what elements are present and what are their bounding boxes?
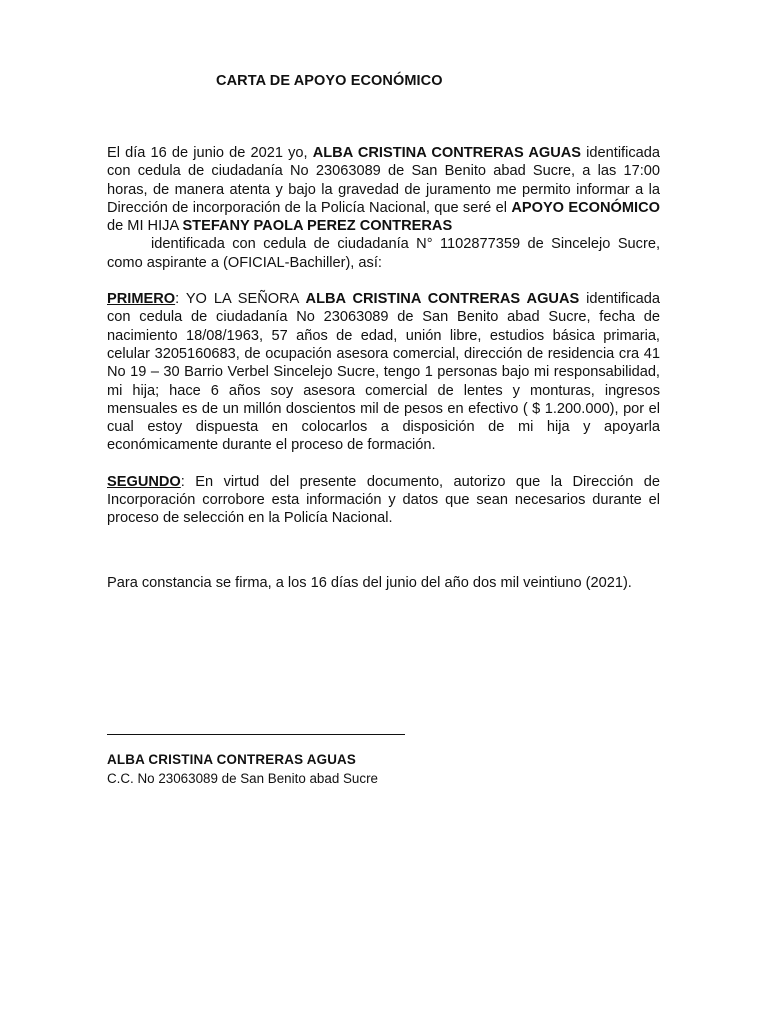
letter-body [107,144,660,528]
intro-text-3: de MI HIJA [107,218,183,235]
intro-apoyo-label: APOYO ECONÓMICO [511,199,660,216]
signature-id-line: C.C. No 23063089 de San Benito abad Sucre [107,771,378,786]
closing-statement: Para constancia se firma, a los 16 días del junio del año dos mil veintiuno (2021). [107,575,632,591]
primero-text-1: : YO LA SEÑORA [175,291,306,308]
intro-paragraph [107,144,660,272]
document-title: CARTA DE APOYO ECONÓMICO [216,73,443,89]
signature-name: ALBA CRISTINA CONTRERAS AGUAS [107,752,357,767]
primero-signer-name: ALBA CRISTINA CONTRERAS AGUAS [305,291,580,308]
primero-paragraph [107,290,660,455]
intro-text-2: identificada con cedula de ciudadanía No 23063089 de San Benito abad Sucre, a las 17:00 horas, de manera atenta y bajo la gravedad de juramento me permito informar a la Dirección de incorporación de la Policía Nacional, que seré el [107,145,661,216]
signature-line [107,734,405,735]
intro-text-4: identificada con cedula de ciudadanía N° 1102877359 de Sincelejo Sucre, como aspirante a (OFICIAL-Bachiller), así: [107,236,660,271]
intro-signer-name: ALBA CRISTINA CONTRERAS AGUAS [312,145,582,161]
primero-label: PRIMERO [107,291,176,308]
segundo-label: SEGUNDO [107,473,181,490]
segundo-text-1: : En virtud del presente documento, autorizo que la Dirección de Incorporación corrobore esta información y datos que sean necesarios durante el proceso de selección en la Policía Nacional. [107,473,660,527]
primero-text-2: identificada con cedula de ciudadanía No 23063089 de San Benito abad Sucre, fecha de nacimiento 18/08/1963, 57 años de edad, unión libre, estudios básica primaria, celular 3205160683, de ocupación asesora comercial, dirección de residencia cra 41 No 19 – 30 Barrio Verbel Sincelejo Sucre, tengo 1 personas bajo mi responsabilidad, mi hija; hace 6 años soy asesora comercial de lentes y monturas, ingresos mensuales es de un millón doscientos mil de pesos en efectivo ( $ 1.200.000), por el cual estoy dispuesta en colocarlos a disposición de mi hija y apoyarla económicamente durante el proceso de formación. [107,291,660,454]
intro-text-1: El día 16 de junio de 2021 yo, [107,145,313,161]
segundo-paragraph [107,473,660,528]
intro-daughter-name: STEFANY PAOLA PEREZ CONTRERAS [182,218,453,235]
